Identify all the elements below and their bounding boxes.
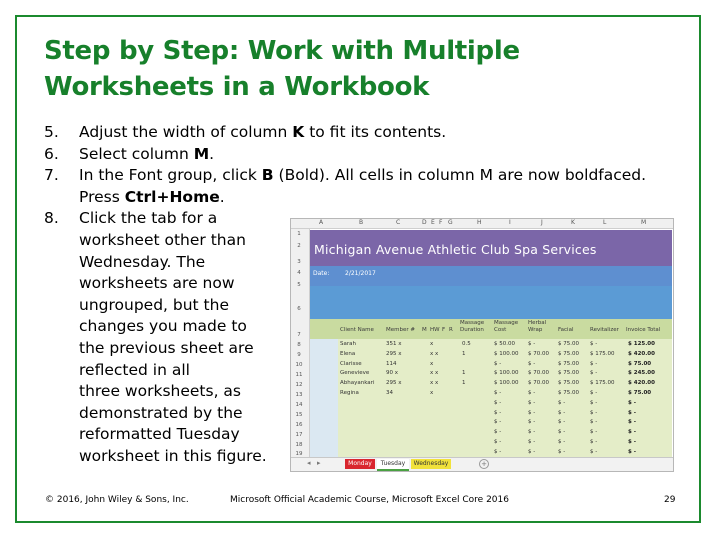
- header-r[interactable]: R: [449, 327, 453, 333]
- cell-facial[interactable]: $ 75.00: [558, 350, 579, 357]
- cell-revital[interactable]: $ -: [590, 439, 598, 445]
- cell-cost[interactable]: $ -: [494, 360, 502, 367]
- header-massage-cost[interactable]: Massage Cost: [494, 320, 519, 333]
- cell-herbal[interactable]: $ 70.00: [528, 380, 549, 387]
- table-row: [310, 341, 672, 350]
- step-bold: K: [292, 123, 305, 141]
- cell-cost[interactable]: $ -: [494, 429, 502, 436]
- header-hw[interactable]: HW: [430, 327, 440, 333]
- step-number: 7.: [44, 166, 59, 185]
- step-5: [44, 122, 694, 144]
- step-text: .: [209, 144, 215, 163]
- table-row: [310, 370, 672, 379]
- header-herbal-wrap[interactable]: Herbal Wrap: [528, 320, 547, 333]
- cell-duration[interactable]: 1: [462, 370, 466, 377]
- step-number: 8.: [44, 209, 59, 228]
- column-header[interactable]: J: [541, 219, 543, 226]
- cell-duration[interactable]: 1: [462, 380, 466, 387]
- cell-facial[interactable]: $ -: [558, 448, 566, 455]
- cell-herbal[interactable]: $ -: [528, 429, 536, 436]
- column-header[interactable]: D: [422, 219, 427, 226]
- step-text-line: the previous sheet are: [79, 338, 254, 357]
- cell-cost[interactable]: $ 100.00: [494, 380, 519, 387]
- cell-client[interactable]: Sarah: [340, 341, 356, 347]
- column-headers: [291, 219, 673, 229]
- cell-facial[interactable]: $ -: [558, 409, 566, 416]
- row-header[interactable]: 2: [297, 243, 301, 249]
- table-header-row: [310, 319, 672, 339]
- cell-total[interactable]: $ -: [628, 419, 637, 426]
- cell-cost[interactable]: $ 50.00: [494, 341, 515, 347]
- table-row: [310, 361, 672, 370]
- step-text-line: worksheet other than: [79, 230, 246, 249]
- cell-facial[interactable]: $ 75.00: [558, 341, 579, 347]
- cell-revital[interactable]: $ -: [590, 341, 598, 347]
- cell-facial[interactable]: $ 75.00: [558, 390, 579, 396]
- step-8: [44, 208, 314, 467]
- cell-duration[interactable]: 1: [462, 350, 466, 357]
- cell-m2[interactable]: x: [430, 360, 434, 367]
- cell-revital[interactable]: $ -: [590, 448, 598, 455]
- row-header[interactable]: 16: [295, 422, 303, 428]
- date-band[interactable]: [310, 266, 672, 319]
- header-massage-duration[interactable]: Massage Duration: [460, 320, 485, 333]
- step-text: (Bold). All cells in column M are now boldfaced.: [273, 166, 647, 185]
- cell-revital[interactable]: $ -: [590, 429, 598, 436]
- cell-total[interactable]: $ -: [628, 439, 637, 445]
- row-header[interactable]: 18: [295, 442, 303, 448]
- row-header[interactable]: 8: [297, 342, 301, 348]
- header-f[interactable]: F: [442, 327, 446, 333]
- tab-wednesday[interactable]: Wednesday: [411, 459, 451, 469]
- sheet-banner[interactable]: [310, 230, 672, 266]
- step-bold: B: [261, 166, 274, 185]
- cell-total[interactable]: $ 75.00: [628, 360, 652, 367]
- row-header[interactable]: 14: [295, 402, 303, 408]
- cell-herbal[interactable]: $ -: [528, 448, 536, 455]
- table-row: [310, 380, 672, 389]
- step-text-line: Click the tab for a: [79, 209, 218, 228]
- step-text-line: demonstrated by the: [79, 403, 243, 422]
- table-row: [310, 439, 672, 448]
- step-text: Select column: [79, 144, 194, 163]
- cell-member[interactable]: 295 x: [386, 350, 402, 357]
- step-number: 5.: [44, 123, 59, 141]
- add-sheet-icon[interactable]: +: [479, 459, 489, 469]
- step-7: [44, 165, 694, 208]
- row-header[interactable]: 4: [297, 270, 301, 276]
- step-text-line: ungrouped, but the: [79, 295, 229, 314]
- cell-facial[interactable]: $ 75.00: [558, 370, 579, 377]
- header-revitalizer[interactable]: Revitalizer: [590, 327, 619, 333]
- data-table: [310, 319, 672, 457]
- cell-m2[interactable]: x: [430, 341, 434, 347]
- sheet-tab-bar: [291, 457, 673, 472]
- cell-cost[interactable]: $ -: [494, 448, 502, 455]
- cell-member[interactable]: 295 x: [386, 380, 402, 387]
- cell-total[interactable]: $ 420.00: [628, 380, 655, 387]
- row-header[interactable]: 5: [297, 282, 301, 288]
- cell-facial[interactable]: $ 75.00: [558, 380, 579, 387]
- step-text: to fit its contents.: [304, 123, 447, 141]
- cell-total[interactable]: $ 245.00: [628, 370, 655, 377]
- cell-revital[interactable]: $ -: [590, 399, 598, 406]
- date-value[interactable]: 2/21/2017: [345, 270, 376, 277]
- cell-facial[interactable]: $ -: [558, 439, 566, 445]
- date-row: [310, 266, 672, 286]
- cell-revital[interactable]: $ -: [590, 390, 598, 396]
- row-header[interactable]: 19: [295, 451, 303, 457]
- cell-m2[interactable]: x x: [430, 350, 439, 357]
- footer-copyright: © 2016, John Wiley & Sons, Inc.: [45, 495, 189, 505]
- date-label: Date:: [313, 270, 330, 277]
- column-header[interactable]: G: [448, 219, 453, 226]
- cell-herbal[interactable]: $ -: [528, 360, 536, 367]
- table-row: [310, 419, 672, 428]
- tab-tuesday[interactable]: Tuesday: [377, 459, 409, 471]
- cell-herbal[interactable]: $ -: [528, 341, 536, 347]
- cell-revital[interactable]: $ -: [590, 419, 598, 426]
- cell-member[interactable]: 351 x: [386, 341, 402, 347]
- table-row: [310, 410, 672, 419]
- header-member[interactable]: Member #: [386, 327, 415, 333]
- cell-herbal[interactable]: $ -: [528, 390, 536, 396]
- cell-herbal[interactable]: $ -: [528, 419, 536, 426]
- step-number: 6.: [44, 144, 59, 163]
- cell-member[interactable]: 114: [386, 360, 397, 367]
- cell-m2[interactable]: x x: [430, 370, 439, 377]
- cell-m2[interactable]: x: [430, 390, 434, 396]
- cell-facial[interactable]: $ -: [558, 419, 566, 426]
- cell-total[interactable]: $ -: [628, 399, 637, 406]
- footer-course: Microsoft Official Academic Course, Microsoft Excel Core 2016: [230, 495, 509, 505]
- sheet-title: Michigan Avenue Athletic Club Spa Services: [314, 242, 597, 257]
- cell-cost[interactable]: $ -: [494, 409, 502, 416]
- cell-revital[interactable]: $ -: [590, 360, 598, 367]
- column-header[interactable]: L: [603, 219, 607, 226]
- step-text-line: three worksheets, as: [79, 382, 241, 401]
- cell-cost[interactable]: $ 100.00: [494, 350, 519, 357]
- column-header[interactable]: F: [439, 219, 443, 226]
- cell-member[interactable]: 90 x: [386, 370, 399, 377]
- column-header[interactable]: C: [396, 219, 401, 226]
- cell-herbal[interactable]: $ -: [528, 409, 536, 416]
- tab-scroll-left-icon[interactable]: ◂: [307, 459, 311, 467]
- cell-client[interactable]: Clarisse: [340, 360, 362, 367]
- cell-client[interactable]: Regina: [340, 390, 359, 396]
- table-row: [310, 390, 672, 399]
- row-header[interactable]: 7: [297, 332, 301, 338]
- cell-member[interactable]: 34: [386, 390, 393, 396]
- cell-herbal[interactable]: $ 70.00: [528, 350, 549, 357]
- step-text: In the Font group, click: [79, 166, 262, 185]
- cell-cost[interactable]: $ 100.00: [494, 370, 519, 377]
- cell-total[interactable]: $ 420.00: [628, 350, 655, 357]
- row-header[interactable]: 11: [295, 372, 303, 378]
- step-text: Press: [79, 187, 125, 206]
- table-row: [310, 429, 672, 438]
- column-header[interactable]: A: [319, 219, 324, 226]
- cell-client[interactable]: Genevieve: [340, 370, 370, 377]
- cell-cost[interactable]: $ -: [494, 399, 502, 406]
- row-header[interactable]: 13: [295, 392, 303, 398]
- spreadsheet-figure: [290, 218, 674, 472]
- column-header[interactable]: I: [509, 219, 511, 226]
- cell-client[interactable]: Abhayankari: [340, 380, 375, 387]
- table-row: [310, 351, 672, 360]
- cell-total[interactable]: $ -: [628, 409, 637, 416]
- page-number: 29: [664, 495, 676, 505]
- column-header[interactable]: H: [477, 219, 482, 226]
- cell-facial[interactable]: $ -: [558, 399, 566, 406]
- cell-cost[interactable]: $ -: [494, 390, 502, 396]
- row-header[interactable]: 12: [295, 382, 303, 388]
- step-bold: Ctrl+Home: [124, 187, 220, 206]
- column-header[interactable]: E: [431, 219, 435, 226]
- step-text-line: worksheets are now: [79, 274, 235, 293]
- cell-revital[interactable]: $ -: [590, 409, 598, 416]
- step-text-line: reflected in all: [79, 360, 190, 379]
- cell-cost[interactable]: $ -: [494, 419, 502, 426]
- cell-cost[interactable]: $ -: [494, 439, 502, 445]
- header-facial[interactable]: Facial: [558, 327, 574, 333]
- column-header[interactable]: M: [641, 219, 647, 226]
- step-text-line: Wednesday. The: [79, 252, 206, 271]
- cell-total[interactable]: $ -: [628, 429, 637, 436]
- row-header[interactable]: 9: [297, 352, 301, 358]
- title-line-1: Step by Step: Work with Multiple: [44, 36, 520, 66]
- row-header[interactable]: 6: [297, 306, 301, 312]
- tab-scroll-right-icon[interactable]: ▸: [317, 459, 321, 467]
- row-header[interactable]: 10: [295, 362, 303, 368]
- header-client-name[interactable]: Client Name: [340, 327, 374, 333]
- cell-duration[interactable]: 0.5: [462, 341, 471, 347]
- step-text: Adjust the width of column: [79, 123, 293, 141]
- cell-total[interactable]: $ 125.00: [628, 341, 655, 347]
- row-headers: [291, 229, 310, 457]
- step-text-line: worksheet in this figure.: [79, 446, 267, 465]
- cell-total[interactable]: $ 75.00: [628, 390, 652, 396]
- header-invoice-total[interactable]: Invoice Total: [626, 327, 661, 333]
- cell-herbal[interactable]: $ -: [528, 399, 536, 406]
- cell-total[interactable]: $ -: [628, 448, 637, 455]
- cell-revital[interactable]: $ -: [590, 370, 598, 377]
- header-m[interactable]: M: [422, 327, 427, 333]
- cell-m2[interactable]: x x: [430, 380, 439, 387]
- cell-revital[interactable]: $ 175.00: [590, 350, 615, 357]
- step-text-line: changes you made to: [79, 317, 247, 336]
- tab-monday[interactable]: Monday: [345, 459, 375, 469]
- cell-client[interactable]: Elena: [340, 350, 356, 357]
- cell-herbal[interactable]: $ -: [528, 439, 536, 445]
- cell-herbal[interactable]: $ 70.00: [528, 370, 549, 377]
- slide-title: [44, 33, 684, 105]
- step-bold: M: [193, 144, 210, 163]
- row-header[interactable]: 3: [297, 259, 301, 265]
- column-header[interactable]: B: [359, 219, 364, 226]
- table-row: [310, 400, 672, 409]
- row-header[interactable]: 17: [295, 432, 303, 438]
- title-line-2: Worksheets in a Workbook: [44, 72, 430, 102]
- column-header[interactable]: K: [571, 219, 575, 226]
- cell-facial[interactable]: $ 75.00: [558, 360, 579, 367]
- step-text: .: [219, 187, 225, 206]
- row-header[interactable]: 15: [295, 412, 303, 418]
- step-6: [44, 144, 694, 166]
- cell-facial[interactable]: $ -: [558, 429, 566, 436]
- step-text-line: reformatted Tuesday: [79, 425, 240, 444]
- row-header[interactable]: 1: [297, 231, 301, 237]
- cell-revital[interactable]: $ 175.00: [590, 380, 615, 387]
